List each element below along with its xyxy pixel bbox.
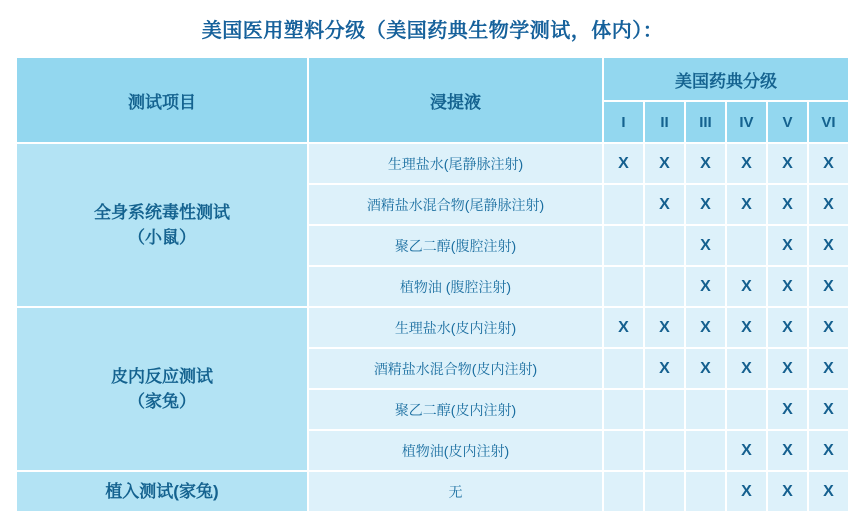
grade-mark-cell: X [726, 266, 767, 307]
grade-mark-cell [644, 225, 685, 266]
extract-cell: 酒精盐水混合物(皮内注射) [308, 348, 603, 389]
header-grade-3: III [685, 101, 726, 143]
grade-mark-cell: X [767, 471, 808, 512]
grade-mark-cell [644, 430, 685, 471]
grade-mark-cell: X [685, 143, 726, 184]
header-grade-5: V [767, 101, 808, 143]
grade-mark-cell: X [808, 307, 849, 348]
grade-mark-cell: X [808, 389, 849, 430]
grade-mark-cell: X [685, 307, 726, 348]
grade-mark-cell: X [726, 143, 767, 184]
grade-mark-cell [726, 225, 767, 266]
category-label-line1: 皮内反应测试 [110, 366, 213, 386]
grade-mark-cell: X [603, 307, 644, 348]
grade-mark-cell [603, 225, 644, 266]
table-row [16, 143, 849, 184]
grade-mark-cell: X [603, 143, 644, 184]
table-header [16, 57, 849, 143]
extract-cell: 生理盐水(尾静脉注射) [308, 143, 603, 184]
grade-mark-cell [603, 348, 644, 389]
grade-mark-cell [603, 266, 644, 307]
grade-mark-cell: X [808, 348, 849, 389]
grade-mark-cell [644, 471, 685, 512]
grade-mark-cell [603, 471, 644, 512]
table-row [16, 307, 849, 348]
grade-mark-cell: X [808, 225, 849, 266]
grade-mark-cell: X [808, 266, 849, 307]
category-cell [16, 307, 308, 471]
grade-mark-cell: X [644, 184, 685, 225]
grade-mark-cell: X [767, 184, 808, 225]
grade-mark-cell: X [808, 430, 849, 471]
grade-mark-cell: X [685, 184, 726, 225]
extract-cell: 生理盐水(皮内注射) [308, 307, 603, 348]
grade-mark-cell [603, 184, 644, 225]
grade-mark-cell: X [726, 184, 767, 225]
category-cell [16, 471, 308, 512]
usp-grade-table [15, 56, 850, 513]
grade-mark-cell [603, 389, 644, 430]
grade-mark-cell: X [644, 348, 685, 389]
extract-cell: 植物油(皮内注射) [308, 430, 603, 471]
extract-cell: 聚乙二醇(腹腔注射) [308, 225, 603, 266]
category-label-line1: 植入测试(家兔) [105, 481, 219, 501]
extract-cell: 聚乙二醇(皮内注射) [308, 389, 603, 430]
grade-mark-cell: X [644, 307, 685, 348]
grade-mark-cell: X [726, 430, 767, 471]
grade-mark-cell [685, 471, 726, 512]
grade-mark-cell: X [767, 266, 808, 307]
table-body [16, 143, 849, 512]
grade-mark-cell [726, 389, 767, 430]
grade-mark-cell: X [726, 471, 767, 512]
header-grade-6: VI [808, 101, 849, 143]
page-title: 美国医用塑料分级（美国药典生物学测试，体内）： [201, 20, 664, 42]
grade-mark-cell: X [767, 389, 808, 430]
grade-mark-cell: X [808, 184, 849, 225]
grade-mark-cell: X [767, 225, 808, 266]
grade-mark-cell: X [767, 348, 808, 389]
grade-mark-cell: X [726, 307, 767, 348]
header-grade-2: II [644, 101, 685, 143]
category-label-line2: （家兔） [127, 392, 196, 411]
grade-mark-cell [685, 389, 726, 430]
table-header-row-1 [16, 57, 849, 101]
grade-mark-cell [685, 430, 726, 471]
grade-mark-cell [603, 430, 644, 471]
grade-mark-cell: X [685, 348, 726, 389]
header-test-item: 测试项目 [16, 57, 308, 143]
grade-mark-cell [644, 266, 685, 307]
extract-cell: 无 [308, 471, 603, 512]
category-label-line2: （小鼠） [127, 228, 196, 247]
grade-mark-cell: X [767, 430, 808, 471]
grade-mark-cell [644, 389, 685, 430]
extract-cell: 酒精盐水混合物(尾静脉注射) [308, 184, 603, 225]
extract-cell: 植物油 (腹腔注射) [308, 266, 603, 307]
grade-mark-cell: X [767, 307, 808, 348]
grade-mark-cell: X [685, 225, 726, 266]
grade-mark-cell: X [767, 143, 808, 184]
category-cell [16, 143, 308, 307]
grade-mark-cell: X [726, 348, 767, 389]
category-label-line1: 全身系统毒性测试 [93, 202, 230, 222]
header-grade-1: I [603, 101, 644, 143]
header-usp-grade: 美国药典分级 [603, 57, 849, 101]
header-extract: 浸提液 [308, 57, 603, 143]
table-row [16, 471, 849, 512]
grade-mark-cell: X [644, 143, 685, 184]
grade-mark-cell: X [685, 266, 726, 307]
grade-mark-cell: X [808, 471, 849, 512]
grade-mark-cell: X [808, 143, 849, 184]
header-grade-4: IV [726, 101, 767, 143]
